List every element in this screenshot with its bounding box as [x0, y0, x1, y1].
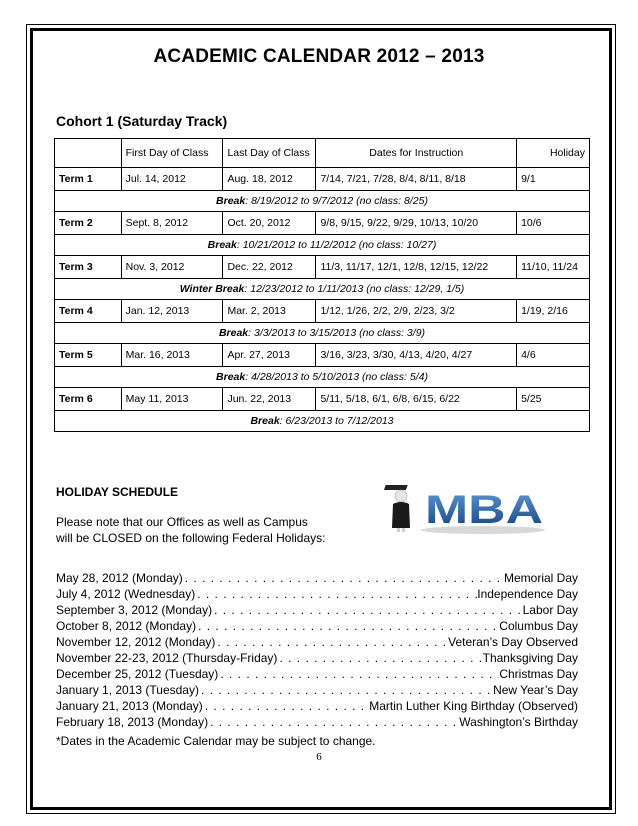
- holiday-name: New Year’s Day: [493, 683, 578, 697]
- break-label: Break: [207, 239, 237, 251]
- header-term: [55, 139, 122, 168]
- last-day-cell: Aug. 18, 2012: [223, 168, 316, 191]
- term-cell: Term 2: [55, 212, 122, 235]
- holiday-name: Memorial Day: [503, 571, 578, 585]
- break-cell: [55, 191, 590, 212]
- break-row: [55, 235, 590, 256]
- holiday-item: [56, 650, 578, 666]
- holiday-note: [56, 514, 376, 546]
- holiday-cell: 1/19, 2/16: [517, 300, 590, 323]
- break-dates: : 10/21/2012 to 11/2/2012 (no class: 10/27): [236, 239, 437, 251]
- break-row: [55, 411, 590, 432]
- break-row: [55, 323, 590, 344]
- break-dates: : 8/19/2012 to 9/7/2012 (no class: 8/25): [245, 195, 428, 207]
- holiday-name: Thanksgiving Day: [482, 651, 578, 665]
- table-row: [55, 212, 590, 235]
- holiday-date: February 18, 2013 (Monday): [56, 715, 209, 729]
- holiday-date: December 25, 2012 (Tuesday): [56, 667, 219, 681]
- holiday-item: [56, 714, 578, 730]
- break-row: [55, 279, 590, 300]
- header-first-day: First Day of Class: [121, 139, 223, 168]
- dot-leader: [208, 714, 459, 730]
- first-day-cell: Sept. 8, 2012: [121, 212, 223, 235]
- break-dates: : 6/23/2013 to 7/12/2013: [279, 415, 394, 427]
- break-label: Winter Break: [179, 283, 245, 295]
- table-row: [55, 256, 590, 279]
- dot-leader: [212, 602, 523, 618]
- holiday-name: Veteran’s Day Observed: [448, 635, 578, 649]
- dot-leader: [218, 666, 499, 682]
- break-label: Break: [216, 195, 246, 207]
- holiday-name: Christmas Day: [499, 667, 578, 681]
- last-day-cell: Mar. 2, 2013: [223, 300, 316, 323]
- holiday-cell: 10/6: [517, 212, 590, 235]
- break-label: Break: [216, 371, 246, 383]
- holiday-date: September 3, 2012 (Monday): [56, 603, 213, 617]
- last-day-cell: Dec. 22, 2012: [223, 256, 316, 279]
- dates-cell: 3/16, 3/23, 3/30, 4/13, 4/20, 4/27: [316, 344, 517, 367]
- holiday-item: [56, 570, 578, 586]
- holiday-item: [56, 698, 578, 714]
- table-row: [55, 168, 590, 191]
- mba-logo-text: MBA: [425, 488, 543, 532]
- dot-leader: [215, 634, 448, 650]
- holiday-item: [56, 634, 578, 650]
- break-cell: [55, 279, 590, 300]
- dot-leader: [203, 698, 369, 714]
- academic-calendar-table: [54, 138, 590, 432]
- break-label: Break: [250, 415, 280, 427]
- holiday-name: Columbus Day: [499, 619, 578, 633]
- dates-cell: 9/8, 9/15, 9/22, 9/29, 10/13, 10/20: [316, 212, 517, 235]
- holiday-cell: 9/1: [517, 168, 590, 191]
- holiday-item: [56, 618, 578, 634]
- break-cell: [55, 323, 590, 344]
- break-dates: : 3/3/2013 to 3/15/2013 (no class: 3/9): [248, 327, 426, 339]
- holiday-cell: 11/10, 11/24: [517, 256, 590, 279]
- dates-cell: 7/14, 7/21, 7/28, 8/4, 8/11, 8/18: [316, 168, 517, 191]
- dates-cell: 5/11, 5/18, 6/1, 6/8, 6/15, 6/22: [316, 388, 517, 411]
- dot-leader: [195, 586, 477, 602]
- last-day-cell: Jun. 22, 2013: [223, 388, 316, 411]
- first-day-cell: Jan. 12, 2013: [121, 300, 223, 323]
- graduate-figure-icon: [384, 485, 410, 532]
- holiday-cell: 5/25: [517, 388, 590, 411]
- holiday-item: [56, 586, 578, 602]
- last-day-cell: Oct. 20, 2012: [223, 212, 316, 235]
- holiday-note-line: will be CLOSED on the following Federal Holidays:: [56, 531, 326, 545]
- header-holiday: Holiday: [517, 139, 590, 168]
- page-title: ACADEMIC CALENDAR 2012 – 2013: [153, 46, 485, 67]
- dates-cell: 11/3, 11/17, 12/1, 12/8, 12/15, 12/22: [316, 256, 517, 279]
- holiday-date: May 28, 2012 (Monday): [56, 571, 183, 585]
- disclaimer: *Dates in the Academic Calendar may be subject to change.: [56, 734, 376, 748]
- table-row: [55, 344, 590, 367]
- break-row: [55, 191, 590, 212]
- dot-leader: [277, 650, 482, 666]
- dot-leader: [199, 682, 493, 698]
- holiday-date: July 4, 2012 (Wednesday): [56, 587, 196, 601]
- holiday-list: [56, 570, 578, 730]
- holiday-item: [56, 682, 578, 698]
- holiday-date: October 8, 2012 (Monday): [56, 619, 197, 633]
- holiday-name: Washington’s Birthday: [459, 715, 578, 729]
- dot-leader: [196, 618, 499, 634]
- dot-leader: [183, 570, 504, 586]
- holiday-date: January 21, 2013 (Monday): [56, 699, 203, 713]
- term-cell: Term 6: [55, 388, 122, 411]
- break-dates: : 12/23/2012 to 1/11/2013 (no class: 12/29, 1/5): [244, 283, 465, 295]
- break-cell: [55, 235, 590, 256]
- table-header-row: [55, 139, 590, 168]
- table-row: [55, 300, 590, 323]
- holiday-date: November 12, 2012 (Monday): [56, 635, 216, 649]
- first-day-cell: May 11, 2013: [121, 388, 223, 411]
- holiday-cell: 4/6: [517, 344, 590, 367]
- first-day-cell: Jul. 14, 2012: [121, 168, 223, 191]
- break-cell: [55, 411, 590, 432]
- break-label: Break: [218, 327, 249, 339]
- mba-logo-image: [383, 476, 553, 536]
- holiday-note-line: Please note that our Offices as well as Campus: [56, 515, 308, 529]
- break-row: [55, 367, 590, 388]
- holiday-name: Martin Luther King Birthday (Observed): [369, 699, 578, 713]
- first-day-cell: Mar. 16, 2013: [121, 344, 223, 367]
- holiday-date: January 1, 2013 (Tuesday): [56, 683, 199, 697]
- header-dates: Dates for Instruction: [316, 139, 517, 168]
- holiday-name: Independence Day: [477, 587, 578, 601]
- last-day-cell: Apr. 27, 2013: [223, 344, 316, 367]
- holiday-schedule-heading: HOLIDAY SCHEDULE: [56, 485, 179, 499]
- holiday-item: [56, 666, 578, 682]
- first-day-cell: Nov. 3, 2012: [121, 256, 223, 279]
- holiday-item: [56, 602, 578, 618]
- cohort-heading: Cohort 1 (Saturday Track): [56, 113, 228, 129]
- page-number: 6: [316, 751, 322, 763]
- dates-cell: 1/12, 1/26, 2/2, 2/9, 2/23, 3/2: [316, 300, 517, 323]
- term-cell: Term 1: [55, 168, 122, 191]
- term-cell: Term 4: [55, 300, 122, 323]
- header-last-day: Last Day of Class: [223, 139, 316, 168]
- table-row: [55, 388, 590, 411]
- term-cell: Term 3: [55, 256, 122, 279]
- holiday-name: Labor Day: [522, 603, 578, 617]
- break-cell: [55, 367, 590, 388]
- holiday-date: November 22-23, 2012 (Thursday-Friday): [56, 651, 278, 665]
- term-cell: Term 5: [55, 344, 122, 367]
- break-dates: : 4/28/2013 to 5/10/2013 (no class: 5/4): [245, 371, 428, 383]
